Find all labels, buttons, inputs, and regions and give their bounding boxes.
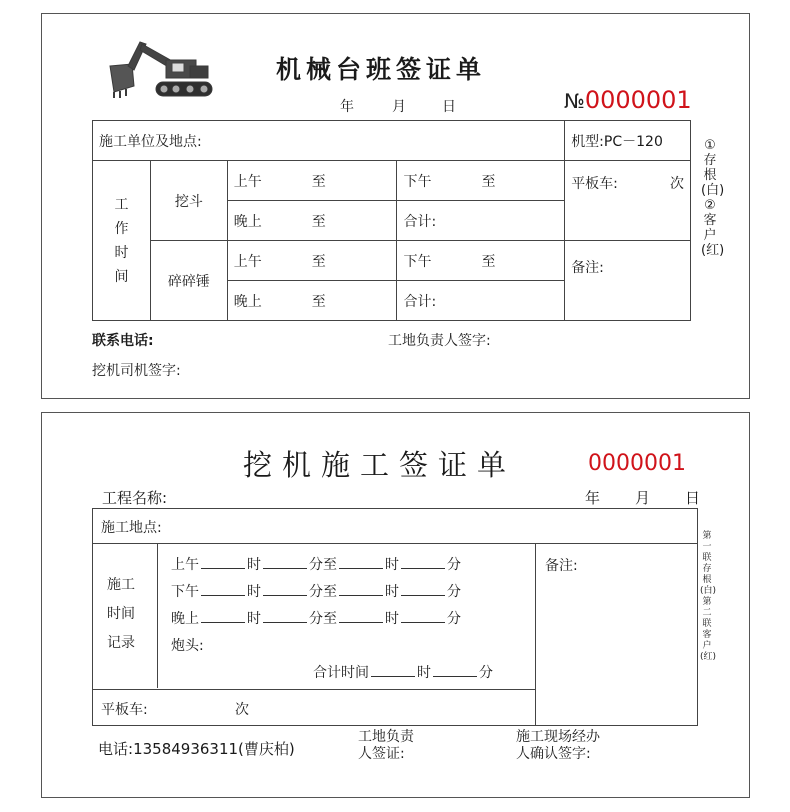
total-time-label: 合计时间: [313, 665, 369, 681]
excavator-logo-icon: [104, 36, 216, 102]
shift-table: [92, 120, 691, 321]
to-label: 至: [481, 253, 496, 270]
total-time-row[interactable]: [313, 662, 493, 682]
to-label: 至: [311, 213, 326, 230]
breaker-evening-cell[interactable]: [227, 281, 397, 321]
minute-blank[interactable]: [401, 557, 445, 569]
divider: [157, 543, 158, 688]
flatbed-cell[interactable]: [565, 161, 691, 241]
hour-blank[interactable]: [201, 611, 245, 623]
bucket-afternoon-cell[interactable]: [397, 161, 565, 201]
unit-location-label: 施工单位及地点:: [99, 133, 202, 150]
serial-number-value: 0000001: [584, 86, 692, 114]
date-year-label: 年: [340, 99, 354, 115]
hour-blank[interactable]: [201, 584, 245, 596]
minute-to-label: 分至: [309, 584, 337, 600]
site-manager-line: 人签证:: [358, 746, 405, 762]
breaker-afternoon-cell[interactable]: [397, 241, 565, 281]
period-label: 上午: [171, 557, 199, 573]
period-label: 晚上: [171, 611, 199, 627]
hour-label: 时: [247, 611, 261, 627]
unit-location-cell[interactable]: [93, 121, 565, 161]
driver-sign-label[interactable]: 挖机司机签字:: [92, 363, 181, 379]
morning-label: 上午: [233, 253, 262, 270]
flatbed-times-unit: 次: [235, 702, 249, 718]
site-manager-line: 工地负责: [358, 729, 414, 745]
record-label-line: 施工: [107, 577, 135, 593]
evening-label: 晚上: [233, 293, 262, 310]
work-time-label-cell: [93, 161, 151, 321]
work-time-char: 作: [114, 220, 129, 237]
copy-note-vertical: 第一联存根(白)第二联客户(红): [700, 531, 717, 662]
afternoon-label: 下午: [403, 253, 432, 270]
minute-blank[interactable]: [401, 611, 445, 623]
hour-label: 时: [247, 584, 261, 600]
date-month-label: 月: [392, 99, 406, 115]
agent-confirm-sign-label[interactable]: [516, 729, 600, 763]
date-year-label: 年: [585, 489, 601, 507]
bucket-total-cell[interactable]: [397, 201, 565, 241]
minute-blank[interactable]: [263, 584, 307, 596]
bucket-evening-cell[interactable]: [227, 201, 397, 241]
flatbed-label: 平板车:: [571, 176, 618, 192]
minute-blank[interactable]: [401, 584, 445, 596]
remarks-label[interactable]: 备注:: [545, 558, 578, 574]
contact-phone-label[interactable]: 联系电话:: [92, 333, 154, 349]
period-label: 下午: [171, 584, 199, 600]
blast-head-label[interactable]: 炮头:: [171, 638, 204, 654]
form-title: 挖机施工签证单: [243, 448, 517, 482]
minute-label: 分: [479, 665, 493, 681]
to-label: 至: [311, 253, 326, 270]
hour-blank[interactable]: [339, 557, 383, 569]
copy-note-vertical: ①存根(白)②客户(红): [701, 138, 725, 258]
project-name-label[interactable]: 工程名称:: [102, 489, 168, 507]
minute-blank[interactable]: [263, 557, 307, 569]
remarks-cell[interactable]: [565, 241, 691, 321]
date-day-label: 日: [685, 489, 701, 507]
serial-number: [564, 86, 692, 114]
minute-blank[interactable]: [263, 611, 307, 623]
minute-to-label: 分至: [309, 611, 337, 627]
site-label[interactable]: 施工地点:: [101, 520, 162, 536]
site-manager-sign-label[interactable]: [358, 729, 414, 763]
bucket-morning-cell[interactable]: [227, 161, 397, 201]
work-time-char: 工: [114, 196, 129, 213]
remarks-label: 备注:: [571, 260, 604, 276]
to-label: 至: [311, 293, 326, 310]
total-label: 合计:: [403, 213, 437, 230]
construction-record-box: [92, 508, 698, 726]
model-value: PC－120: [603, 133, 663, 150]
model-label: 机型:: [571, 133, 604, 150]
hour-label: 时: [417, 665, 431, 681]
minute-label: 分: [447, 584, 461, 600]
bucket-label: 挖斗: [150, 161, 227, 241]
hour-blank[interactable]: [339, 584, 383, 596]
breaker-total-cell[interactable]: [397, 281, 565, 321]
agent-line: 施工现场经办: [516, 729, 600, 745]
to-label: 至: [481, 173, 496, 190]
minute-label: 分: [447, 611, 461, 627]
hour-label: 时: [385, 584, 399, 600]
divider: [93, 689, 535, 690]
afternoon-label: 下午: [403, 173, 432, 190]
breaker-label: 碎碎锤: [150, 241, 227, 321]
to-label: 至: [311, 173, 326, 190]
excavator-construction-visa-form: [41, 412, 750, 798]
flatbed-times-unit: 次: [670, 176, 684, 192]
divider: [93, 543, 697, 544]
hour-blank[interactable]: [201, 557, 245, 569]
model-cell[interactable]: [565, 121, 691, 161]
minute-blank[interactable]: [433, 665, 477, 677]
date-day-label: 日: [442, 99, 456, 115]
flatbed-label[interactable]: 平板车:: [101, 702, 148, 718]
time-row-afternoon[interactable]: [171, 581, 461, 601]
hour-label: 时: [247, 557, 261, 573]
machine-shift-visa-form: [41, 13, 750, 399]
number-symbol: №: [564, 89, 585, 113]
time-row-evening[interactable]: [171, 608, 461, 628]
form-title: 机械台班签证单: [276, 55, 487, 84]
phone-label: 电话:: [98, 740, 134, 758]
work-time-char: 时: [114, 244, 129, 261]
date-month-label: 月: [635, 489, 651, 507]
serial-number-value: 0000001: [588, 451, 686, 476]
record-label-line: 记录: [107, 635, 135, 651]
divider: [535, 543, 536, 725]
agent-line: 人确认签字:: [516, 746, 591, 762]
evening-label: 晚上: [233, 213, 262, 230]
hour-label: 时: [385, 557, 399, 573]
phone-value: 13584936311(曹庆柏): [133, 740, 295, 758]
hour-blank[interactable]: [371, 665, 415, 677]
record-label: [107, 571, 135, 658]
work-time-char: 间: [114, 268, 129, 285]
breaker-morning-cell[interactable]: [227, 241, 397, 281]
record-label-line: 时间: [107, 606, 135, 622]
minute-to-label: 分至: [309, 557, 337, 573]
minute-label: 分: [447, 557, 461, 573]
phone-line: [98, 738, 295, 759]
time-row-morning[interactable]: [171, 554, 461, 574]
hour-label: 时: [385, 611, 399, 627]
morning-label: 上午: [233, 173, 262, 190]
site-manager-sign-label[interactable]: 工地负责人签字:: [388, 333, 491, 349]
hour-blank[interactable]: [339, 611, 383, 623]
total-label: 合计:: [403, 293, 437, 310]
